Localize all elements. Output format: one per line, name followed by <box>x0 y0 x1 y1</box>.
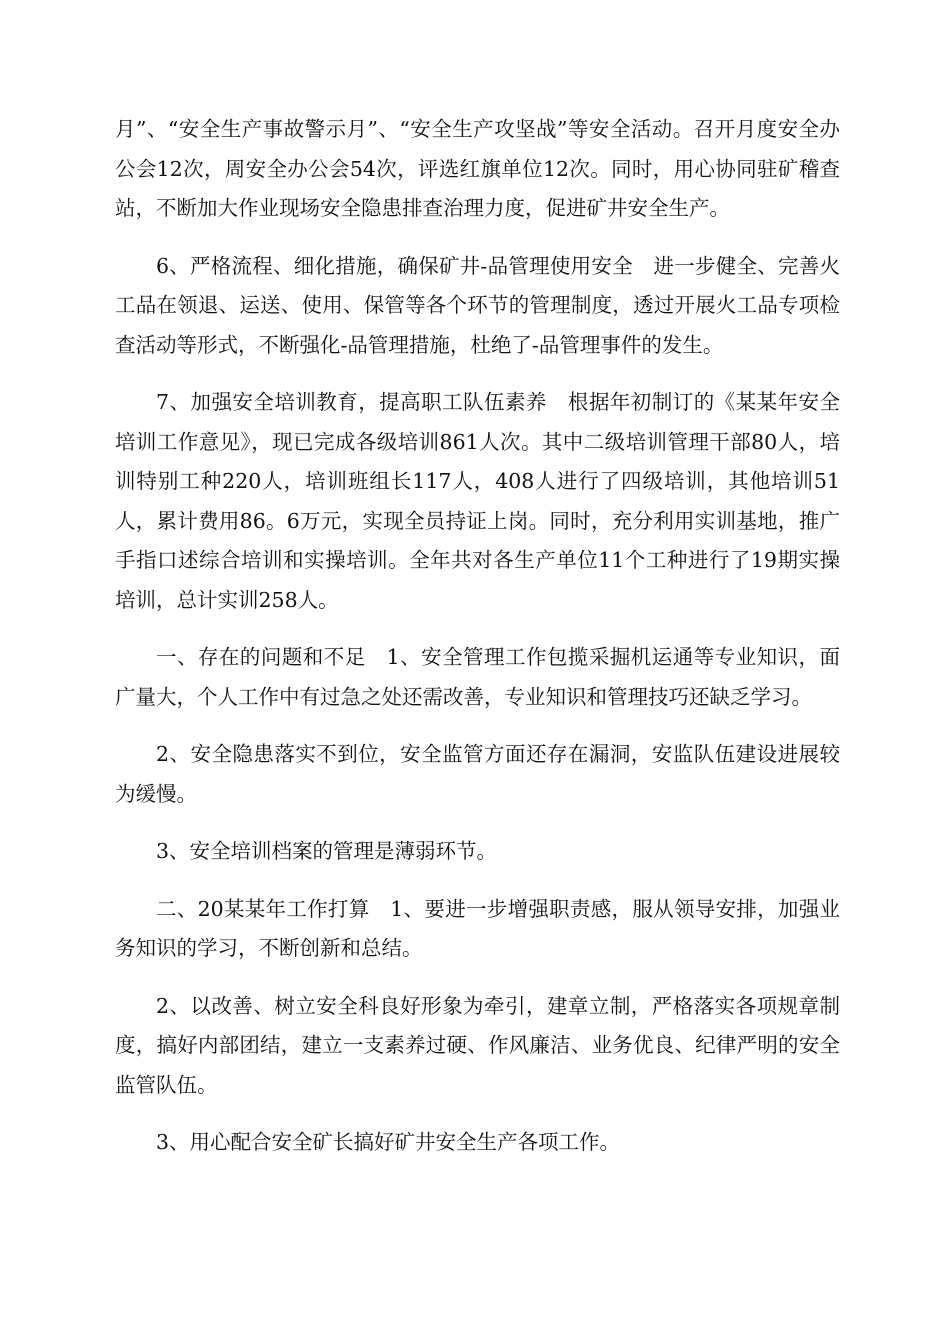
paragraph-explosives-management: 6、严格流程、细化措施，确保矿井-品管理使用安全 进一步健全、完善火工品在领退、运送、使用、保管等各个环节的管理制度，透过开展火工品专项检查活动等形式，不断强化-品管理措施，杜绝了-品管理事件的发生。 <box>115 253 840 357</box>
paragraph-plan-2: 2、以改善、树立安全科良好形象为牵引，建章立制，严格落实各项规章制度，搞好内部团结，建立一支素养过硬、作风廉洁、业务优良、纪律严明的安全监管队伍。 <box>115 993 840 1097</box>
paragraph-plan-3: 3、用心配合安全矿长搞好矿井安全生产各项工作。 <box>156 1130 621 1154</box>
paragraph-activities: 月”、“安全生产事故警示月”、“安全生产攻坚战”等安全活动。召开月度安全办公会12次，周安全办公会54次，评选红旗单位12次。同时，用心协同驻矿稽查站，不断加大作业现场安全隐患排查治理力度，促进矿井安全生产。 <box>115 117 840 220</box>
paragraph-problems-3: 3、安全培训档案的管理是薄弱环节。 <box>156 839 498 863</box>
paragraph-problems-1: 一、存在的问题和不足 1、安全管理工作包揽采掘机运通等专业知识，面广量大，个人工作中有过急之处还需改善，专业知识和管理技巧还缺乏学习。 <box>115 645 840 709</box>
paragraph-plan-1: 二、20某某年工作打算 1、要进一步增强职责感，服从领导安排，加强业务知识的学习，不断创新和总结。 <box>115 896 840 960</box>
paragraph-problems-2: 2、安全隐患落实不到位，安全监管方面还存在漏洞，安监队伍建设进展较为缓慢。 <box>115 742 840 806</box>
paragraph-safety-training: 7、加强安全培训教育，提高职工队伍素养 根据年初制订的《某某年安全培训工作意见》，现已完成各级培训861人次。其中二级培训管理干部80人，培训特别工种220人，培训班组长117人，408人进行了四级培训，其他培训51人，累计费用86。6万元，实现全员持证上岗。同时，充分利用实训基地，推广手指口述综合培训和实操培训。全年共对各生产单位11个工种进行了19期实操培训，总计实训258人。 <box>115 390 840 612</box>
document-body <box>115 110 840 1181</box>
